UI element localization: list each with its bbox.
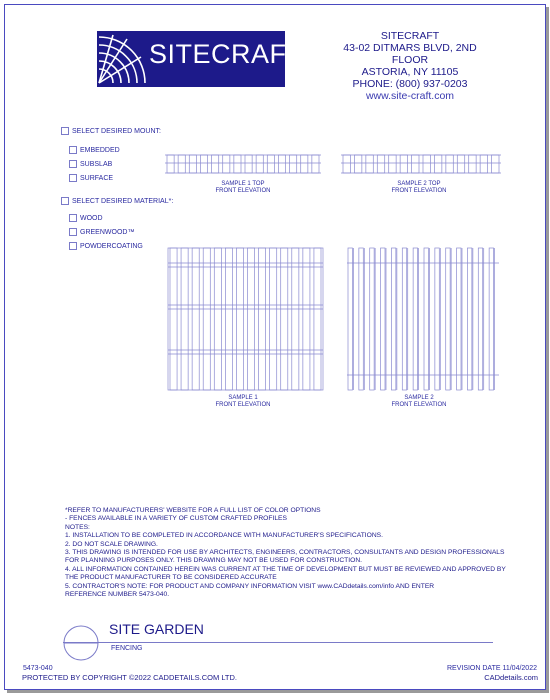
- top-view-slat: [234, 155, 241, 173]
- top-view-slat: [354, 155, 361, 173]
- reference-number: 5473-040: [23, 665, 53, 672]
- top-view-slat: [366, 155, 373, 173]
- company-url[interactable]: www.site-craft.com: [365, 90, 455, 102]
- fence-slat: [314, 248, 321, 390]
- top-view-slat: [480, 155, 487, 173]
- revision-date: REVISION DATE 11/04/2022: [446, 665, 537, 672]
- notes-block: [65, 507, 525, 599]
- option-powdercoating: POWDERCOATING: [69, 242, 143, 250]
- fence-slat: [281, 248, 288, 390]
- top-view-slat: [400, 155, 407, 173]
- fence-slat: [478, 248, 482, 390]
- option-greenwood: GREENWOOD™: [69, 228, 134, 236]
- note-line: *REFER TO MANUFACTURERS' WEBSITE FOR A FULL LIST OF COLOR OPTIONS: [65, 507, 321, 514]
- fence-slat: [457, 248, 461, 390]
- note-line: 4. ALL INFORMATION CONTAINED HEREIN WAS CURRENT AT THE TIME OF DEVELOPMENT BUT MUST BE REVIEWED AND APPROVED BY: [65, 565, 506, 573]
- top-view-slat: [200, 155, 207, 173]
- fence-slat: [467, 248, 471, 390]
- fence-slat: [489, 248, 493, 390]
- option-embedded: EMBEDDED: [69, 146, 120, 154]
- top-view-slat: [178, 155, 185, 173]
- top-view-slat: [301, 155, 308, 173]
- fence-frame: [168, 248, 323, 390]
- top-view-slat: [389, 155, 396, 173]
- fence-slat: [359, 248, 363, 390]
- top-view-slat: [256, 155, 263, 173]
- fence-slat: [424, 248, 428, 390]
- note-line: 2. DO NOT SCALE DRAWING.: [65, 540, 158, 548]
- note-line: NOTES:: [65, 523, 90, 531]
- top-view-slat: [412, 155, 419, 173]
- top-view-slat: [223, 155, 230, 173]
- note-line: 3. THIS DRAWING IS INTENDED FOR USE BY ARCHITECTS, ENGINEERS, CONTRACTORS, CONSULTANTS AND DESIGN PROFESSIONALS: [65, 549, 505, 557]
- note-line: REFERENCE NUMBER 5473-040.: [65, 591, 170, 599]
- note-line: - FENCES AVAILABLE IN A VARIETY OF CUSTOM CRAFTED PROFILES: [65, 515, 287, 523]
- top-view-slat: [492, 155, 499, 173]
- company-address-line1: 43-02 DITMARS BLVD, 2ND FLOOR: [343, 42, 477, 66]
- fence-slat: [248, 248, 255, 390]
- fence-slat: [370, 248, 374, 390]
- fence-slat: [225, 248, 232, 390]
- fence-slat: [446, 248, 450, 390]
- fence-slat: [381, 248, 385, 390]
- top-view-slat: [312, 155, 319, 173]
- option-wood: WOOD: [69, 214, 103, 222]
- fence-slat: [348, 248, 352, 390]
- fence-slat: [170, 248, 177, 390]
- fence-slat: [214, 248, 221, 390]
- top-view-slat: [457, 155, 464, 173]
- top-view-slat: [167, 155, 174, 173]
- fence-slat: [303, 248, 310, 390]
- fence-slat: [391, 248, 395, 390]
- fence-slat: [270, 248, 277, 390]
- company-address-line2: ASTORIA, NY 11105: [361, 66, 459, 78]
- top-view-slat: [343, 155, 350, 173]
- note-line: THE PRODUCT MANUFACTURER TO BE CONSIDERED ACCURATE: [65, 574, 277, 582]
- fence-slat: [236, 248, 243, 390]
- caddetails-link[interactable]: CADdetails.com: [484, 673, 538, 682]
- sample2-top-label: SAMPLE 2 TOP FRONT ELEVATION: [391, 181, 447, 194]
- logo-text: SITECRAFT: [149, 39, 304, 69]
- title-divider: [63, 642, 493, 643]
- sample1-label: SAMPLE 1 FRONT ELEVATION: [215, 395, 271, 408]
- fence-drawings: [5, 5, 545, 435]
- top-view-slat: [267, 155, 274, 173]
- top-view-slat: [469, 155, 476, 173]
- note-line: 1. INSTALLATION TO BE COMPLETED IN ACCORDANCE WITH MANUFACTURER'S SPECIFICATIONS.: [65, 532, 383, 540]
- top-view-slat: [434, 155, 441, 173]
- top-view-slat: [212, 155, 219, 173]
- drawing-subtitle: FENCING: [111, 645, 143, 652]
- sample1-top-label: SAMPLE 1 TOP FRONT ELEVATION: [215, 181, 271, 194]
- fence-slat: [435, 248, 439, 390]
- note-line: FOR PLANNING PURPOSES ONLY. THIS DRAWING MAY NOT BE USED FOR CONSTRUCTION.: [65, 557, 363, 565]
- drawing-sheet: [4, 4, 546, 690]
- drawing-title: SITE GARDEN: [109, 621, 204, 637]
- copyright-notice: PROTECTED BY COPYRIGHT ©2022 CADDETAILS.COM LTD.: [22, 673, 238, 682]
- top-view-slat: [290, 155, 297, 173]
- fence-slat: [292, 248, 299, 390]
- sample2-label: SAMPLE 2 FRONT ELEVATION: [391, 395, 447, 408]
- company-phone: PHONE: (800) 937-0203: [352, 78, 468, 90]
- fence-slat: [413, 248, 417, 390]
- fence-slat: [181, 248, 188, 390]
- option-subslab: SUBSLAB: [69, 160, 112, 168]
- top-view-slat: [446, 155, 453, 173]
- note-line: 5. CONTRACTOR'S NOTE: FOR PRODUCT AND COMPANY INFORMATION VISIT www.CADdetails.com/info AND ENTER: [65, 582, 435, 590]
- top-view-slat: [245, 155, 252, 173]
- mount-heading: SELECT DESIRED MOUNT:: [61, 127, 161, 135]
- company-name: SITECRAFT: [380, 30, 440, 42]
- fence-slat: [402, 248, 406, 390]
- title-circle-icon: [61, 623, 101, 663]
- fence-slat: [203, 248, 210, 390]
- top-view-slat: [189, 155, 196, 173]
- material-heading: SELECT DESIRED MATERIAL*:: [61, 197, 173, 205]
- fence-slat: [192, 248, 199, 390]
- top-view-slat: [377, 155, 384, 173]
- top-view-slat: [278, 155, 285, 173]
- fence-slat: [259, 248, 266, 390]
- top-view-slat: [423, 155, 430, 173]
- option-surface: SURFACE: [69, 174, 113, 182]
